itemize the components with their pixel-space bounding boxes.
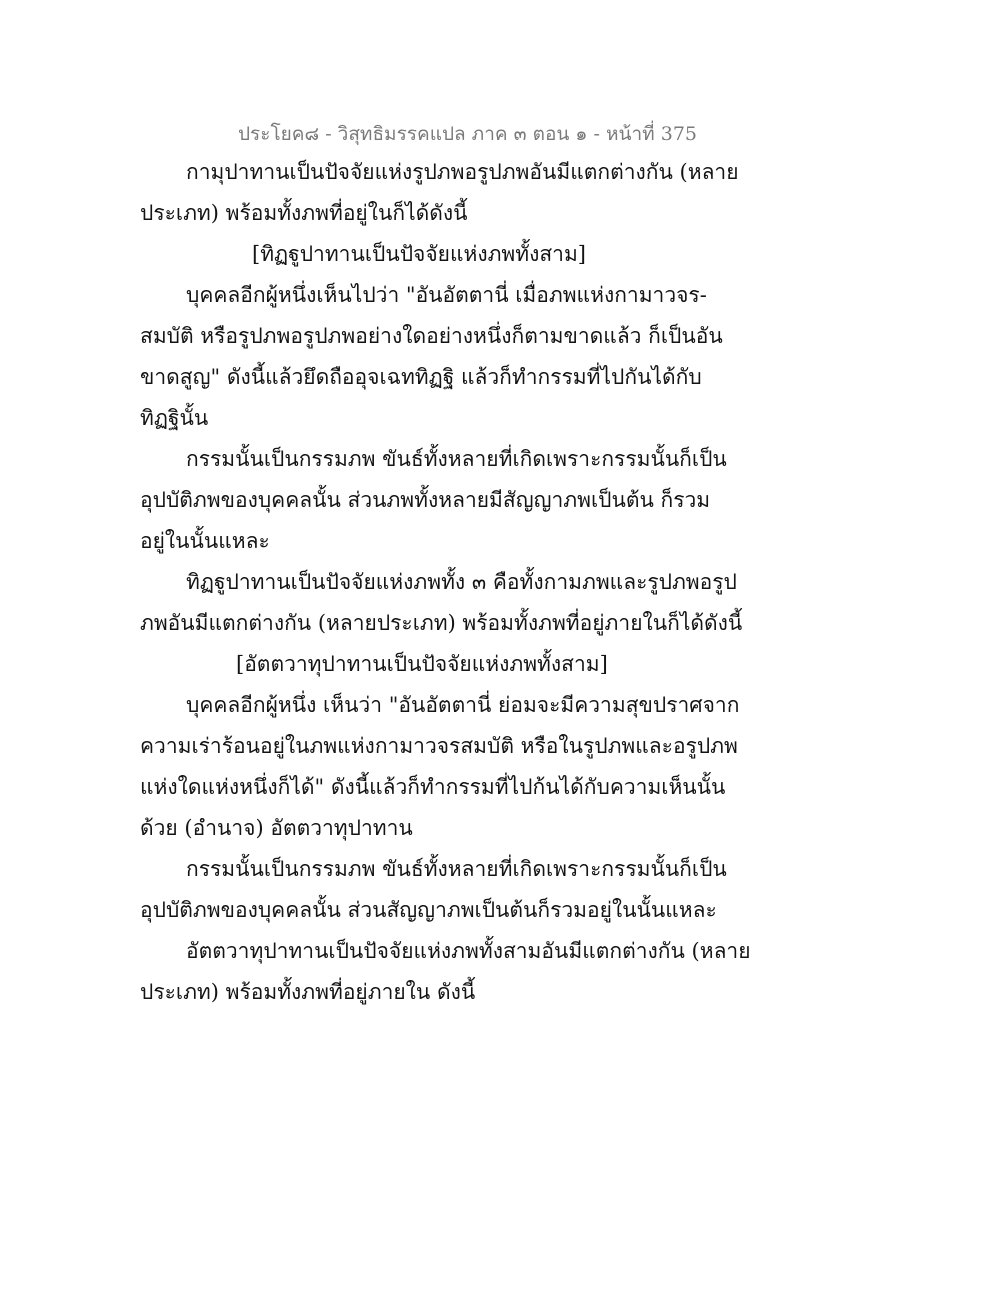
text-line: ประเภท) พร้อมทั้งภพที่อยู่ในก็ได้ดังนี้: [140, 201, 468, 225]
text-line: ขาดสูญ" ดังนี้แล้วยึดถืออุจเฉททิฏฐิ แล้วก็ทำกรรมที่ไปกันได้กับ: [140, 365, 702, 389]
text-line: กรรมนั้นเป็นกรรมภพ ขันธ์ทั้งหลายที่เกิดเพราะกรรมนั้นก็เป็น: [186, 857, 727, 881]
text-line: สมบัติ หรือรูปภพอรูปภพอย่างใดอย่างหนึ่งก็ตามขาดแล้ว ก็เป็นอัน: [140, 324, 723, 348]
running-header: ประโยค๘ - วิสุทธิมรรคแปล ภาค ๓ ตอน ๑ - หน้าที่ 375: [237, 123, 697, 145]
text-line: กามุปาทานเป็นปัจจัยแห่งรูปภพอรูปภพอันมีแตกต่างกัน (หลาย: [186, 160, 739, 184]
text-line: บุคคลอีกผู้หนึ่งเห็นไปว่า "อันอัตตานี่ เมื่อภพแห่งกามาวจร-: [186, 283, 707, 307]
text-line: บุคคลอีกผู้หนึ่ง เห็นว่า "อันอัตตานี่ ย่อมจะมีความสุขปราศจาก: [186, 693, 740, 717]
text-line: อุปบัติภพของบุคคลนั้น ส่วนสัญญาภพเป็นต้นก็รวมอยู่ในนั้นแหละ: [140, 898, 717, 922]
text-line: ภพอันมีแตกต่างกัน (หลายประเภท) พร้อมทั้งภพที่อยู่ภายในก็ได้ดังนี้: [140, 611, 743, 635]
text-line: ทิฏฐูปาทานเป็นปัจจัยแห่งภพทั้ง ๓ คือทั้งกามภพและรูปภพอรูป: [186, 570, 737, 594]
text-line: ด้วย (อำนาจ) อัตตวาทุปาทาน: [140, 816, 413, 840]
text-line: อยู่ในนั้นแหละ: [140, 529, 270, 553]
text-line: ประเภท) พร้อมทั้งภพที่อยู่ภายใน ดังนี้: [140, 980, 476, 1004]
text-line: กรรมนั้นเป็นกรรมภพ ขันธ์ทั้งหลายที่เกิดเพราะกรรมนั้นก็เป็น: [186, 447, 727, 471]
text-line: อุปบัติภพของบุคคลนั้น ส่วนภพทั้งหลายมีสัญญาภพเป็นต้น ก็รวม: [140, 488, 711, 512]
text-line: แห่งใดแห่งหนึ่งก็ได้" ดังนี้แล้วก็ทำกรรมที่ไปก้นได้กับความเห็นนั้น: [140, 775, 726, 799]
text-line: ทิฏฐินั้น: [140, 406, 209, 430]
section-heading: [อัตตวาทุปาทานเป็นปัจจัยแห่งภพทั้งสาม]: [236, 652, 608, 676]
text-line: อัตตวาทุปาทานเป็นปัจจัยแห่งภพทั้งสามอันมีแตกต่างกัน (หลาย: [186, 939, 751, 963]
body-text: [140, 152, 751, 1013]
text-line: ความเร่าร้อนอยู่ในภพแห่งกามาวจรสมบัติ หรือในรูปภพและอรูปภพ: [140, 734, 738, 758]
section-heading: [ทิฏฐูปาทานเป็นปัจจัยแห่งภพทั้งสาม]: [252, 242, 587, 266]
